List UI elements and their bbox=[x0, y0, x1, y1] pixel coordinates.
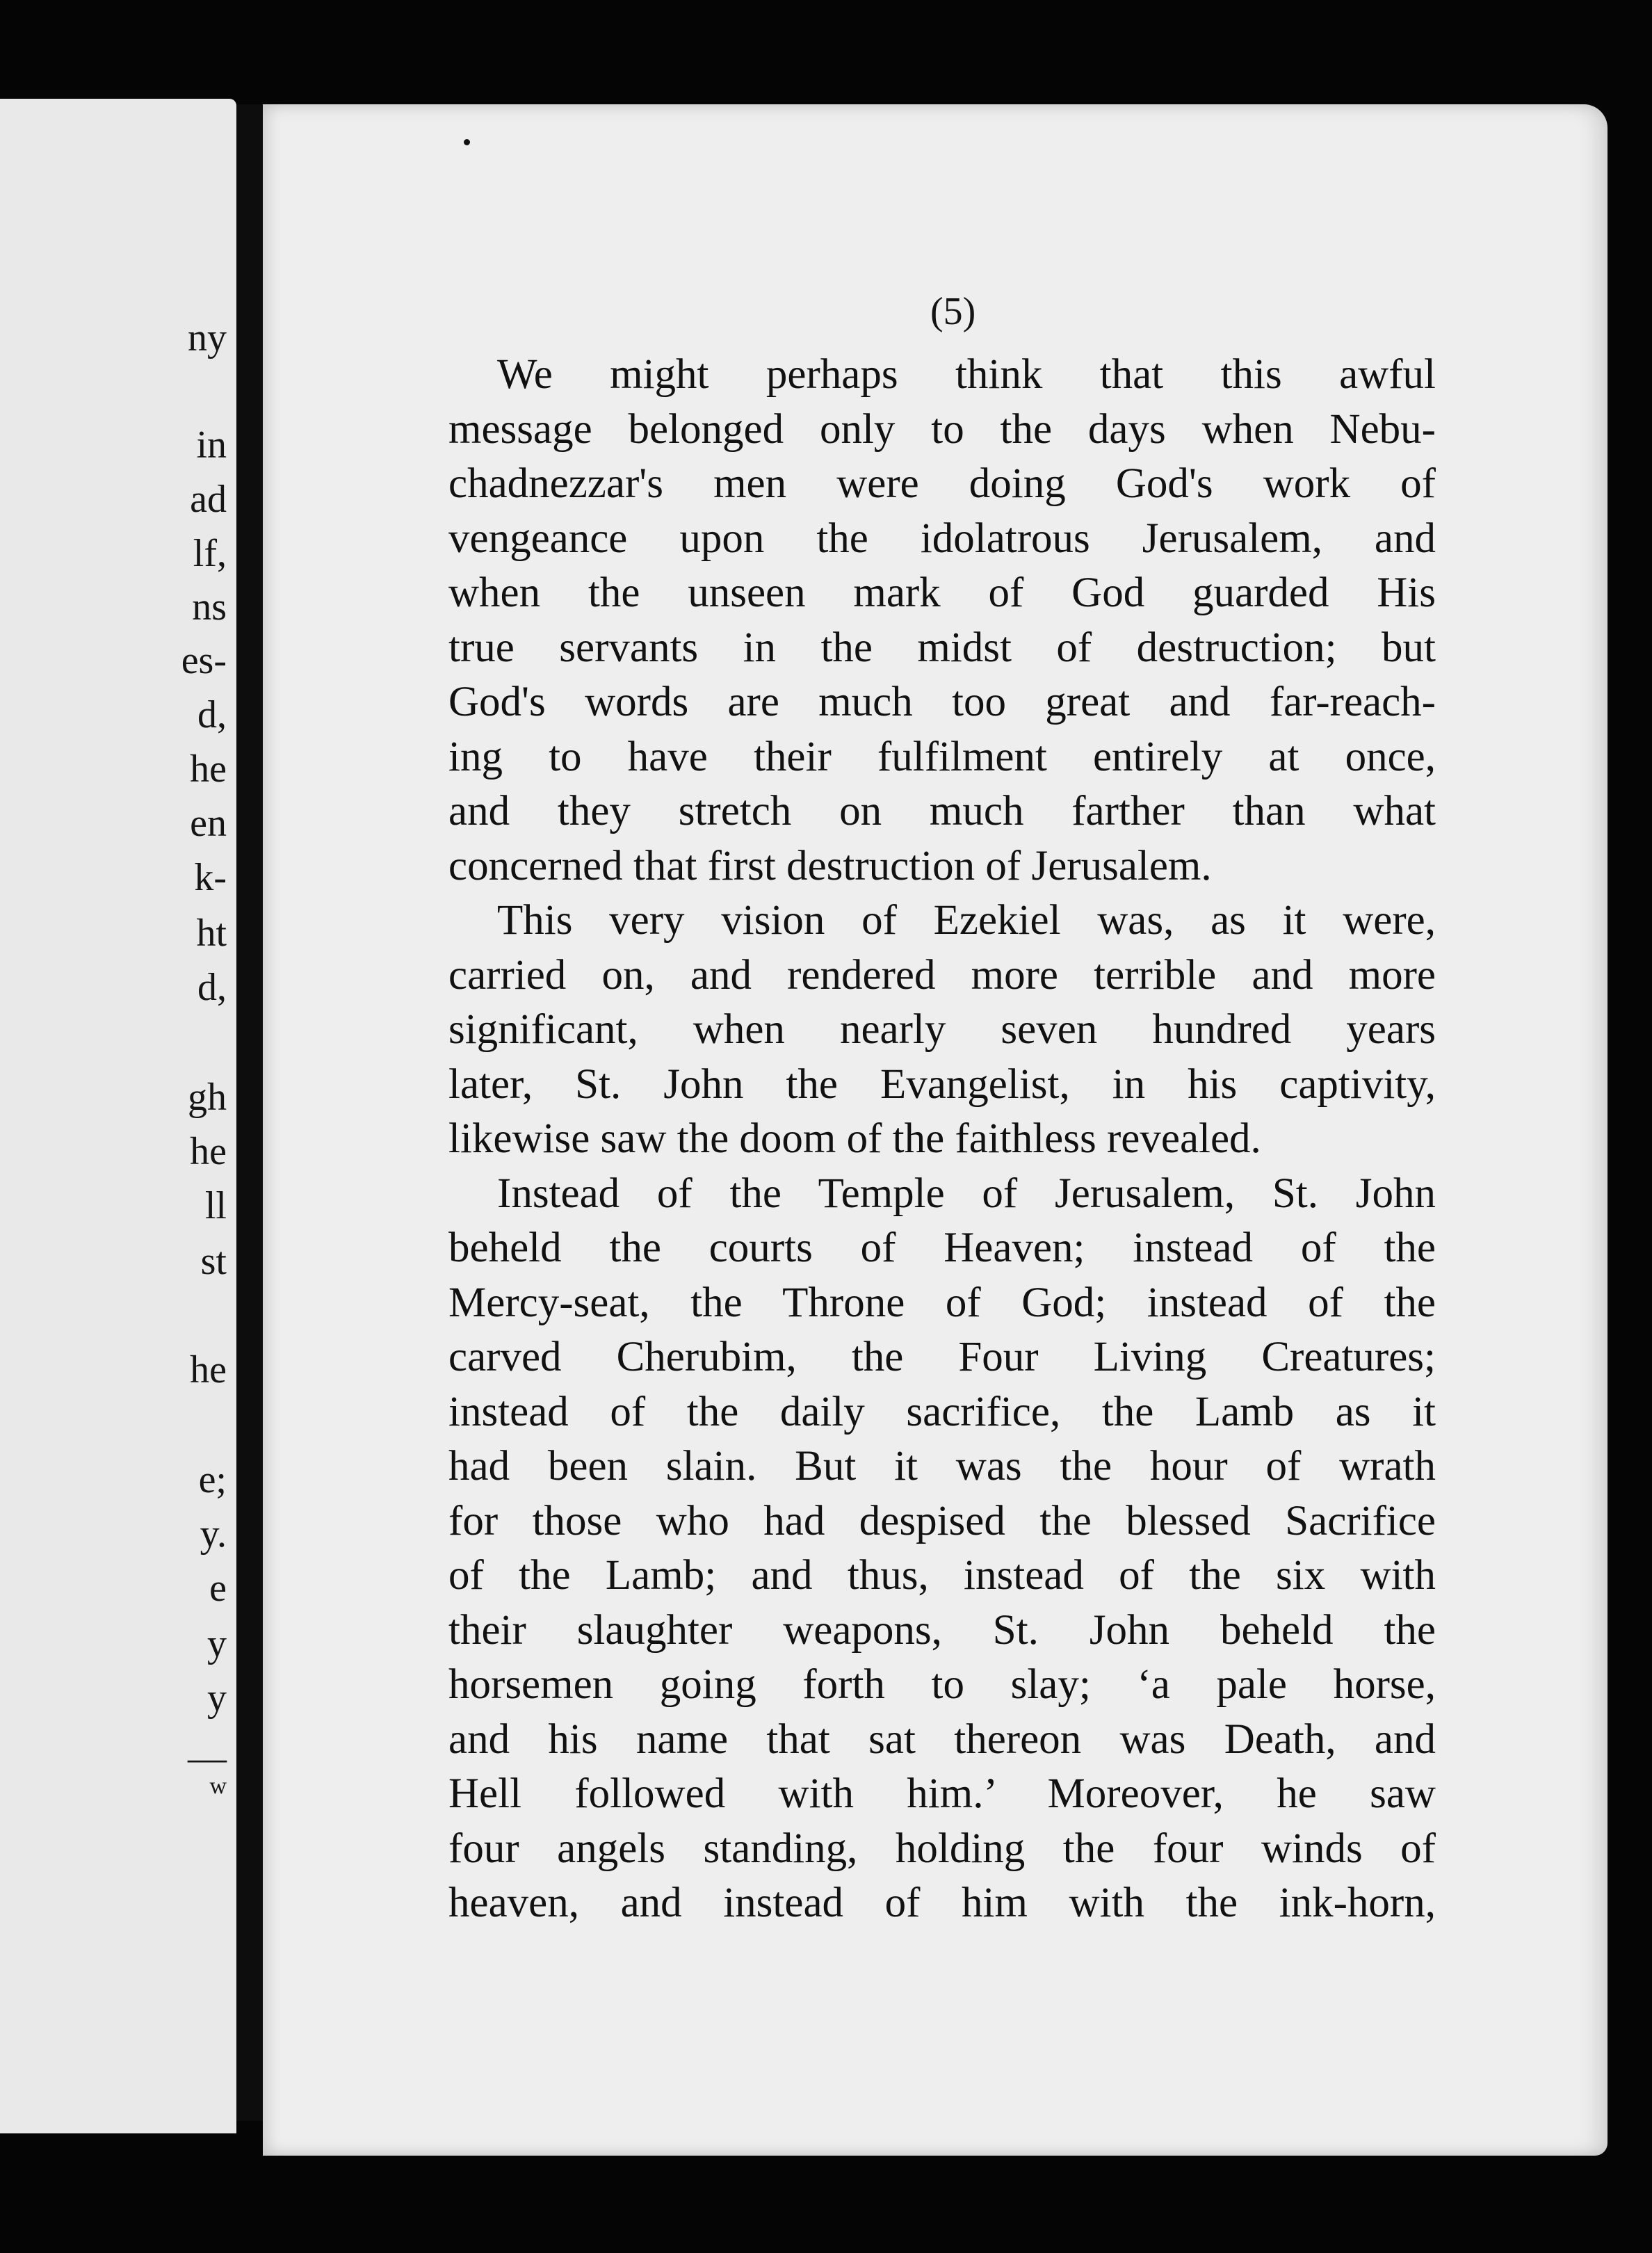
left-page-fragment: gh bbox=[188, 1076, 227, 1119]
book-spine-gutter bbox=[236, 104, 263, 2121]
left-page-fragment: k- bbox=[194, 856, 227, 899]
text-line: had been slain. But it was the hour of wrath bbox=[448, 1443, 1436, 1489]
left-page-fragment: st bbox=[200, 1240, 227, 1283]
text-line: true servants in the midst of destruction; but bbox=[448, 624, 1436, 671]
text-line: their slaughter weapons, St. John beheld the bbox=[448, 1606, 1436, 1654]
left-page-fragment: w bbox=[209, 1773, 227, 1799]
text-line: carved Cherubim, the Four Living Creatures; bbox=[448, 1334, 1436, 1380]
left-page-fragment: he bbox=[190, 748, 227, 791]
left-page-fragment: d, bbox=[197, 966, 227, 1009]
text-line: later, St. John the Evangelist, in his captivity, bbox=[448, 1060, 1436, 1108]
left-page-fragment: ad bbox=[190, 478, 227, 521]
text-line: vengeance upon the idolatrous Jerusalem, and bbox=[448, 515, 1436, 562]
text-line: carried on, and rendered more terrible and more bbox=[448, 951, 1436, 999]
left-page-fragment: he bbox=[190, 1348, 227, 1391]
left-page-fragment: ll bbox=[204, 1184, 227, 1227]
text-line: chadnezzar's men were doing God's work of bbox=[448, 460, 1436, 507]
text-line: ing to have their fulfilment entirely at once, bbox=[448, 733, 1436, 780]
text-line: horsemen going forth to slay; ‘a pale horse, bbox=[448, 1661, 1436, 1708]
text-line: and his name that sat thereon was Death, and bbox=[448, 1715, 1436, 1763]
left-page-fragment: d, bbox=[197, 693, 227, 736]
left-page-fragment: y bbox=[207, 1677, 227, 1720]
left-page-fragment: e; bbox=[198, 1458, 227, 1501]
text-line: Mercy-seat, the Throne of God; instead of the bbox=[448, 1279, 1436, 1326]
left-page-edge bbox=[0, 99, 236, 2133]
left-page-fragment: he bbox=[190, 1130, 227, 1173]
left-page-fragment: lf, bbox=[193, 532, 227, 575]
text-line: of the Lamb; and thus, instead of the six with bbox=[448, 1552, 1436, 1599]
left-page-fragment: y. bbox=[200, 1512, 227, 1556]
text-line: likewise saw the doom of the faithless revealed. bbox=[448, 1115, 1261, 1162]
text-line: God's words are much too great and far-reach- bbox=[448, 679, 1436, 725]
text-line: four angels standing, holding the four winds of bbox=[448, 1825, 1436, 1872]
text-line: beheld the courts of Heaven; instead of the bbox=[448, 1225, 1436, 1271]
text-line: Instead of the Temple of Jerusalem, St. John bbox=[497, 1170, 1436, 1217]
left-page-fragment: ns bbox=[192, 586, 227, 629]
left-page-fragment: es- bbox=[181, 639, 227, 682]
text-line: We might perhaps think that this awful bbox=[497, 351, 1436, 398]
left-page-fragment: in bbox=[196, 423, 227, 467]
left-page-fragment: ht bbox=[196, 912, 227, 955]
text-line: for those who had despised the blessed Sacrifice bbox=[448, 1497, 1436, 1544]
text-line: and they stretch on much farther than what bbox=[448, 788, 1436, 834]
text-line: message belonged only to the days when Nebu- bbox=[448, 405, 1436, 453]
text-line: heaven, and instead of him with the ink-horn, bbox=[448, 1880, 1436, 1926]
left-page-fragment: en bbox=[190, 802, 227, 845]
left-page-fragment: e bbox=[209, 1567, 227, 1610]
ink-speck bbox=[464, 139, 470, 145]
text-line: significant, when nearly seven hundred years bbox=[448, 1006, 1436, 1053]
left-page-fragment: ny bbox=[188, 316, 227, 360]
left-page-fragment: — bbox=[188, 1736, 227, 1779]
text-line: This very vision of Ezekiel was, as it were, bbox=[497, 897, 1436, 944]
page-number: (5) bbox=[930, 290, 976, 333]
left-page-fragment: y bbox=[207, 1622, 227, 1665]
text-line: instead of the daily sacrifice, the Lamb as it bbox=[448, 1388, 1436, 1435]
text-line: when the unseen mark of God guarded His bbox=[448, 570, 1436, 616]
text-line: concerned that first destruction of Jerusalem. bbox=[448, 842, 1212, 889]
page-body-text bbox=[448, 348, 1436, 1931]
text-line: Hell followed with him.’ Moreover, he saw bbox=[448, 1770, 1436, 1817]
